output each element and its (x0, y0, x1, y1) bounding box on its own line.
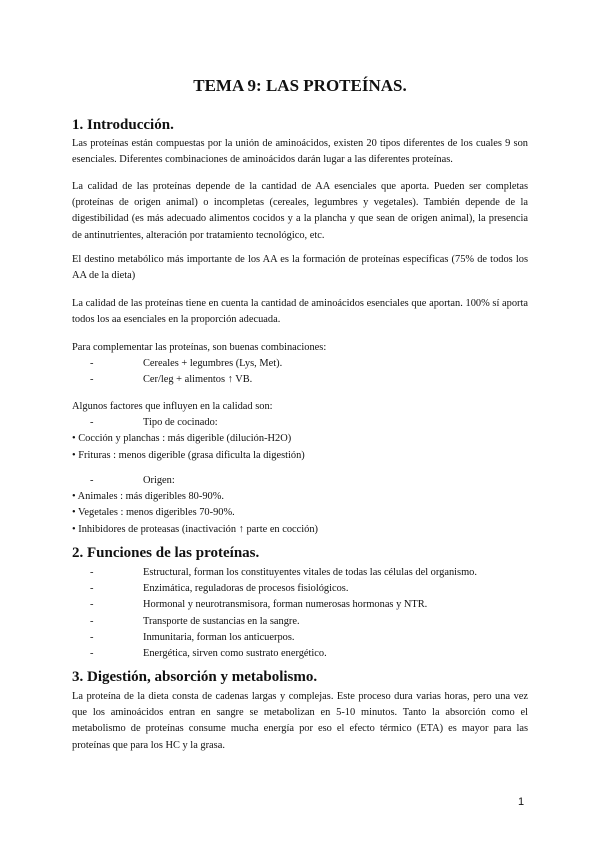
list-item: - Tipo de cocinado: (90, 417, 218, 429)
list-item: - Transporte de sustancias en la sangre. (90, 615, 300, 627)
origin-block (72, 473, 528, 538)
combinations-block (72, 340, 528, 389)
list-item: - Origen: (90, 475, 175, 486)
section-heading-funciones: 2. Funciones de las proteínas. (72, 545, 260, 561)
paragraph: El destino metabólico más importante de los AA es la formación de proteínas específicas (75% de todos los AA de la dieta) (72, 254, 528, 282)
list-item: - Estructural, forman los constituyentes vitales de todas las células del organismo. (90, 567, 477, 578)
bullet-item: • Frituras : menos digerible (grasa dificulta la digestión) (72, 449, 305, 461)
bullet-item: • Animales : más digeribles 80-90%. (72, 491, 224, 503)
paragraph: La proteína de la dieta consta de cadenas largas y complejas. Este proceso dura varias horas, pero una vez que los aminoácidos entran en sangre se metabolizan en 5-10 minutos. Tanto la absorción como el metabolismo de proteínas consume mucha energía por eso el efecto térmico (ETA) es mayor para las proteínas que para los HC y la grasa. (72, 691, 528, 751)
bullet-item: • Vegetales : menos digeribles 70-90%. (72, 507, 235, 519)
paragraph: La calidad de las proteínas depende de la cantidad de AA esenciales que aporta. Pueden ser completas (proteínas de origen animal) o incompletas (cereales, legumbres y vegetales). También depende de la digestibilidad (es más adecuado alimentos cocidos y a la plancha y que sean de origen animal), la presencia de antinutrientes, alteración por tratamiento tecnológico, etc. (72, 181, 528, 241)
paragraph: Algunos factores que influyen en la calidad son: (72, 401, 273, 412)
page-title: TEMA 9: LAS PROTEÍNAS. (193, 76, 407, 95)
list-item: - Hormonal y neurotransmisora, forman numerosas hormonas y NTR. (90, 599, 428, 611)
list-item: - Cereales + legumbres (Lys, Met). (90, 358, 283, 370)
list-item: - Inmunitaria, forman los anticuerpos. (90, 631, 295, 643)
list-item: - Cer/leg + alimentos ↑ VB. (90, 374, 253, 386)
paragraph: Las proteínas están compuestas por la unión de aminoácidos, existen 20 tipos diferentes de los cuales 9 son esenciales. Diferentes combinaciones de aminoácidos darán lugar a las diferentes proteínas. (72, 138, 528, 166)
section-heading-digestion: 3. Digestión, absorción y metabolismo. (72, 669, 318, 685)
section-heading-introduccion: 1. Introducción. (72, 117, 174, 133)
bullet-item: • Cocción y planchas : más digerible (dilución-H2O) (72, 433, 292, 445)
paragraph: La calidad de las proteínas tiene en cuenta la cantidad de aminoácidos esenciales que aportan. 100% sí aporta todos los aa esenciales en la proporción adecuada. (72, 298, 528, 326)
functions-list (72, 565, 528, 662)
page-number: 1 (518, 796, 525, 808)
list-item: - Energética, sirven como sustrato energético. (90, 648, 327, 660)
bullet-item: • Inhibidores de proteasas (inactivación ↑ parte en cocción) (72, 523, 318, 535)
paragraph: Para complementar las proteínas, son buenas combinaciones: (72, 342, 327, 353)
factors-block (72, 399, 528, 464)
list-item: - Enzimática, reguladoras de procesos fisiológicos. (90, 583, 349, 595)
